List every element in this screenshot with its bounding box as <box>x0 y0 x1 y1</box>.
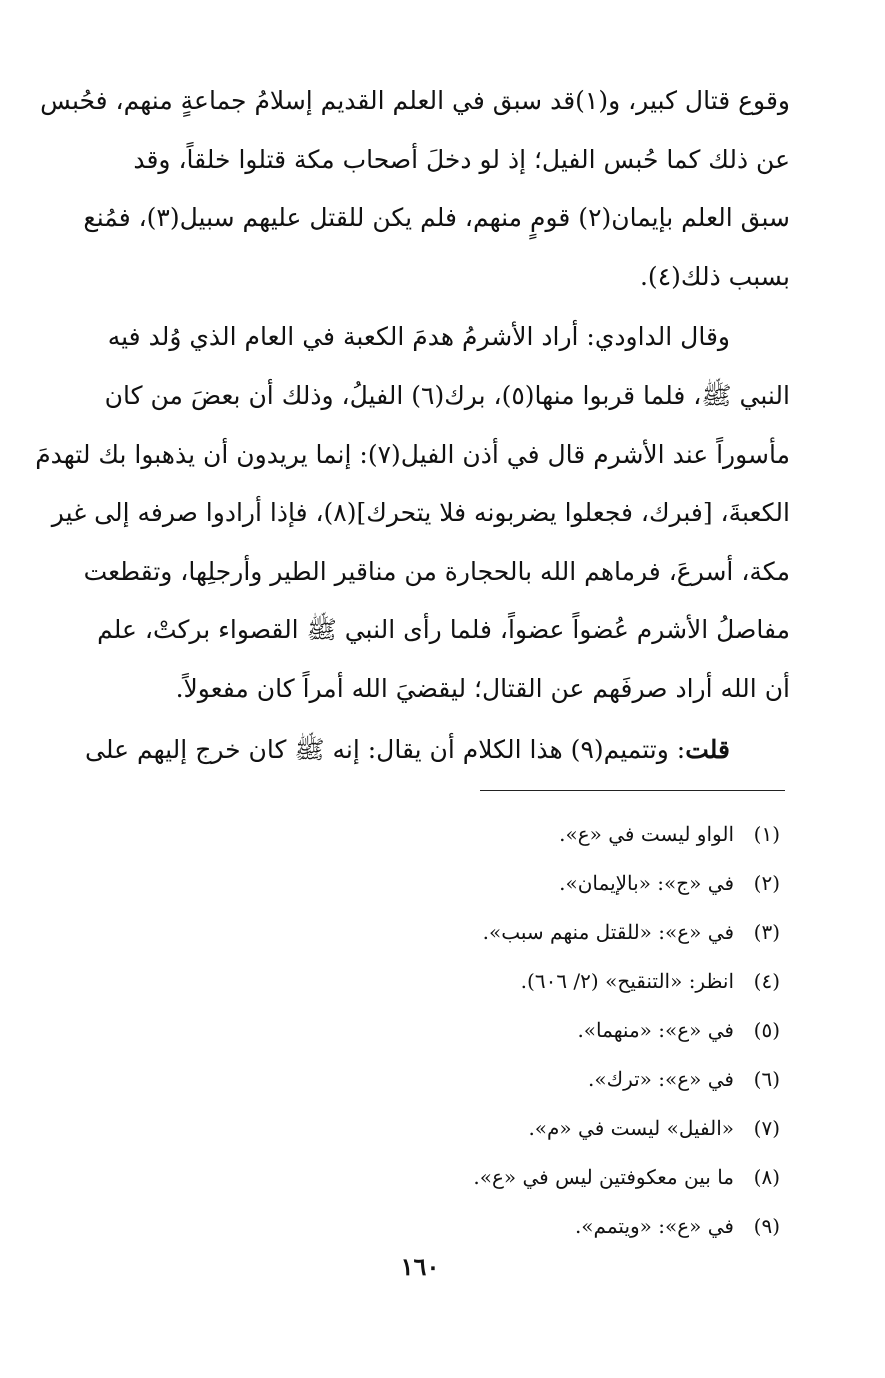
footnote-text: ما بين معكوفتين ليس في «ع». <box>473 1165 734 1189</box>
text-line: مأسوراً عند الأشرم قال في أذن الفيل(٧): إنما يريدون أن يذهبوا بك لتهدمَ <box>35 439 790 469</box>
footnote <box>360 1153 780 1202</box>
footnote-number: (٣) <box>753 920 780 944</box>
footnote-text: في «ع»: «منهما». <box>577 1018 734 1042</box>
text-line: مكة، أسرعَ، فرماهم الله بالحجارة من مناقير الطير وأرجلِها، وتقطعت <box>83 556 790 586</box>
footnotes <box>360 810 780 1251</box>
text-line: بسبب ذلك(٤). <box>639 261 790 291</box>
footnote <box>360 908 780 957</box>
qult-text: : وتتميم(٩) هذا الكلام أن يقال: إنه ﷺ كان خرج إليهم على <box>85 734 686 764</box>
footnote-text: في «ع»: «ترك». <box>587 1067 734 1091</box>
text-line <box>70 721 790 780</box>
footnote <box>360 1006 780 1055</box>
text-line: سبق العلم بإيمان(٢) قومٍ منهم، فلم يكن للقتل عليهم سبيل(٣)، فمُنع <box>83 203 790 233</box>
footnote-separator <box>480 790 785 791</box>
qult-label: قلت <box>685 734 730 764</box>
footnote-number: (٧) <box>753 1116 780 1140</box>
footnote-text: في «ع»: «ويتمم». <box>574 1214 734 1238</box>
footnote-number: (٥) <box>753 1018 780 1042</box>
footnote-text: انظر: «التنقيح» (٢/ ٦٠٦). <box>520 969 734 993</box>
text-line: عن ذلك كما حُبس الفيل؛ إذ لو دخلَ أصحاب مكة قتلوا خلقاً، وقد <box>133 144 790 174</box>
footnote <box>360 810 780 859</box>
footnote-number: (٩) <box>753 1214 780 1238</box>
footnote <box>360 1202 780 1251</box>
footnote-text: في «ج»: «بالإيمان». <box>559 871 734 895</box>
footnote-number: (٨) <box>753 1165 780 1189</box>
footnote-number: (١) <box>753 822 780 846</box>
footnote-text: في «ع»: «للقتل منهم سبب». <box>482 920 734 944</box>
text-line: أن الله أراد صرفَهم عن القتال؛ ليقضيَ الله أمراً كان مفعولاً. <box>175 673 790 703</box>
footnote <box>360 859 780 908</box>
text-line: النبي ﷺ، فلما قربوا منها(٥)، برك(٦) الفيلُ، وذلك أن بعضَ من كان <box>104 380 790 410</box>
footnote-number: (٢) <box>753 871 780 895</box>
footnote <box>360 957 780 1006</box>
footnote-number: (٦) <box>753 1067 780 1091</box>
page-number: ١٦٠ <box>400 1252 440 1281</box>
footnote-text: «الفيل» ليست في «م». <box>528 1116 734 1140</box>
footnote-number: (٤) <box>753 969 780 993</box>
text-line: مفاصلُ الأشرم عُضواً عضواً، فلما رأى النبي ﷺ القصواء بركتْ، علم <box>97 615 790 645</box>
footnote-text: الواو ليست في «ع». <box>559 822 734 846</box>
main-text <box>35 72 790 779</box>
footnote <box>360 1104 780 1153</box>
text-line: وقوع قتال كبير، و(١)قد سبق في العلم القديم إسلامُ جماعةٍ منهم، فحُبس <box>40 86 790 115</box>
text-line: وقال الداودي: أراد الأشرمُ هدمَ الكعبة في العام الذي وُلد فيه <box>107 322 730 352</box>
text-line: الكعبةَ، [فبرك، فجعلوا يضربونه فلا يتحرك](٨)، فإذا أرادوا صرفه إلى غير <box>51 498 790 528</box>
footnote <box>360 1055 780 1104</box>
